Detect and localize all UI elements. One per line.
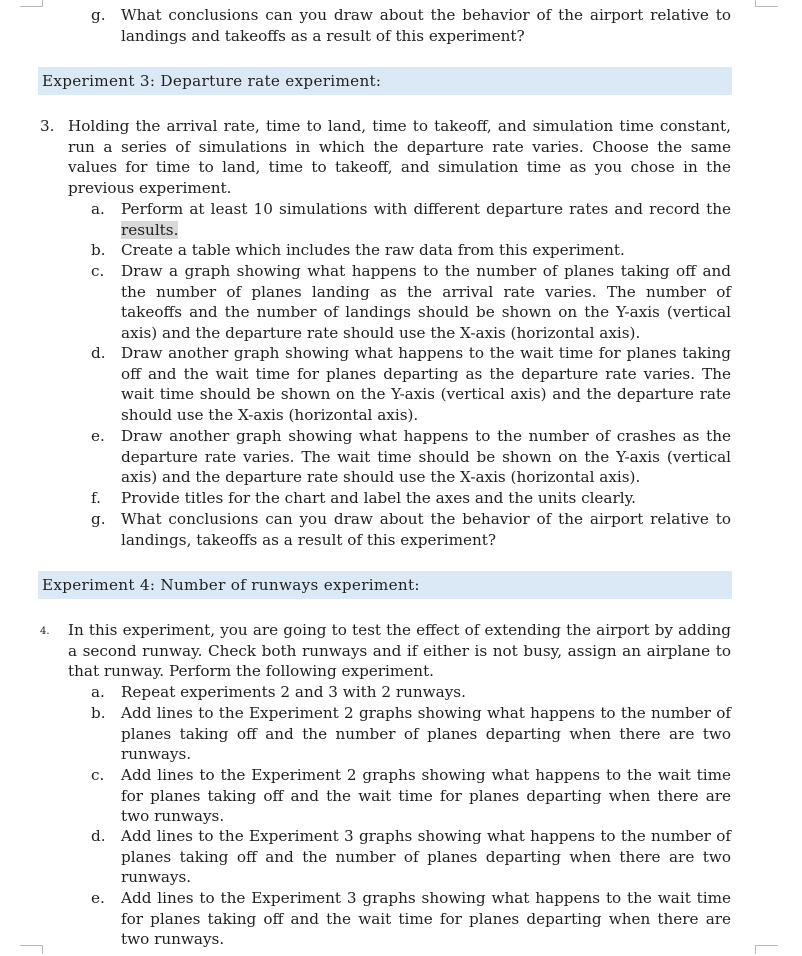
list-text: Add lines to the Experiment 2 graphs showing what happens to the wait time for planes taking off and the wait time for planes departing when there are two runways. bbox=[121, 766, 731, 826]
list-text: Create a table which includes the raw data from this experiment. bbox=[121, 241, 625, 259]
exp4-item-a bbox=[93, 682, 731, 703]
list-text-main: Perform at least 10 simulations with different departure rates and record the bbox=[121, 200, 731, 218]
exp3-item-e bbox=[93, 426, 731, 488]
question-4 bbox=[40, 620, 731, 682]
list-label: b. bbox=[91, 241, 106, 259]
list-label: f. bbox=[91, 489, 101, 507]
list-label: d. bbox=[91, 344, 106, 362]
question-text: Holding the arrival rate, time to land, time to takeoff, and simulation time constant, run a series of simulations in which the departure rate varies. Choose the same values for time to land, time to takeoff, and simulation time as you chose in the previous experiment. bbox=[68, 117, 731, 197]
list-text: Add lines to the Experiment 3 graphs showing what happens to the wait time for planes taking off and the wait time for planes departing when there are two runways. bbox=[121, 889, 731, 949]
list-text: Draw a graph showing what happens to the number of planes taking off and the number of planes landing as the arrival rate varies. The number of takeoffs and the number of landings should be shown on the Y-axis (vertical axis) and the departure rate should use the X-axis (horizontal axis). bbox=[121, 262, 731, 342]
list-label: a. bbox=[91, 200, 105, 218]
exp4-item-e bbox=[93, 888, 731, 950]
list-text: Repeat experiments 2 and 3 with 2 runways. bbox=[121, 683, 466, 701]
highlighted-text: results. bbox=[121, 220, 179, 239]
list-text: Draw another graph showing what happens to the wait time for planes taking off and the wait time for planes departing as the departure rate varies. The wait time should be shown on the Y-axis (vertical axis) and the departure rate should use the X-axis (horizontal axis). bbox=[121, 344, 731, 424]
exp4-heading: Experiment 4: Number of runways experiment: bbox=[38, 571, 732, 599]
exp3-item-f bbox=[93, 488, 731, 509]
list-label: a. bbox=[91, 683, 105, 701]
exp3-item-g bbox=[93, 509, 731, 550]
list-label: e. bbox=[91, 427, 105, 445]
list-label: b. bbox=[91, 704, 106, 722]
crop-mark-bottom-left bbox=[20, 945, 43, 954]
question-3 bbox=[40, 116, 731, 198]
list-text: Add lines to the Experiment 2 graphs showing what happens to the number of planes taking off and the number of planes departing when there are two runways. bbox=[121, 704, 731, 764]
exp3-item-d bbox=[93, 343, 731, 425]
list-label: d. bbox=[91, 827, 106, 845]
list-text: Draw another graph showing what happens to the number of crashes as the departure rate varies. The wait time should be shown on the Y-axis (vertical axis) and the departure rate should use the X-axis (horizontal axis). bbox=[121, 427, 731, 487]
list-label: e. bbox=[91, 889, 105, 907]
exp4-item-d bbox=[93, 826, 731, 888]
list-text: Add lines to the Experiment 3 graphs showing what happens to the number of planes taking off and the number of planes departing when there are two runways. bbox=[121, 827, 731, 887]
list-text: What conclusions can you draw about the behavior of the airport relative to landings and takeoffs as a result of this experiment? bbox=[121, 6, 731, 45]
exp3-heading: Experiment 3: Departure rate experiment: bbox=[38, 67, 732, 95]
crop-mark-bottom-right bbox=[755, 945, 778, 954]
exp3-item-a bbox=[93, 199, 731, 240]
list-label: g. bbox=[91, 6, 106, 24]
exp4-item-c bbox=[93, 765, 731, 827]
list-text bbox=[121, 199, 731, 240]
crop-mark-top-right bbox=[755, 0, 778, 7]
question-number: 3. bbox=[40, 117, 55, 135]
list-label: g. bbox=[91, 510, 106, 528]
exp4-item-b bbox=[93, 703, 731, 765]
question-text: In this experiment, you are going to test the effect of extending the airport by adding a second runway. Check both runways and if either is not busy, assign an airplane to that runway. Perform the following experiment. bbox=[68, 621, 731, 681]
exp3-item-c bbox=[93, 261, 731, 343]
exp3-item-b bbox=[93, 240, 731, 261]
list-text: Provide titles for the chart and label the axes and the units clearly. bbox=[121, 489, 636, 507]
list-label: c. bbox=[91, 262, 105, 280]
crop-mark-top-left bbox=[20, 0, 43, 7]
list-label: c. bbox=[91, 766, 105, 784]
exp2-item-g bbox=[93, 5, 731, 46]
list-text: What conclusions can you draw about the behavior of the airport relative to landings, takeoffs as a result of this experiment? bbox=[121, 510, 731, 549]
question-number: 4. bbox=[40, 626, 50, 637]
